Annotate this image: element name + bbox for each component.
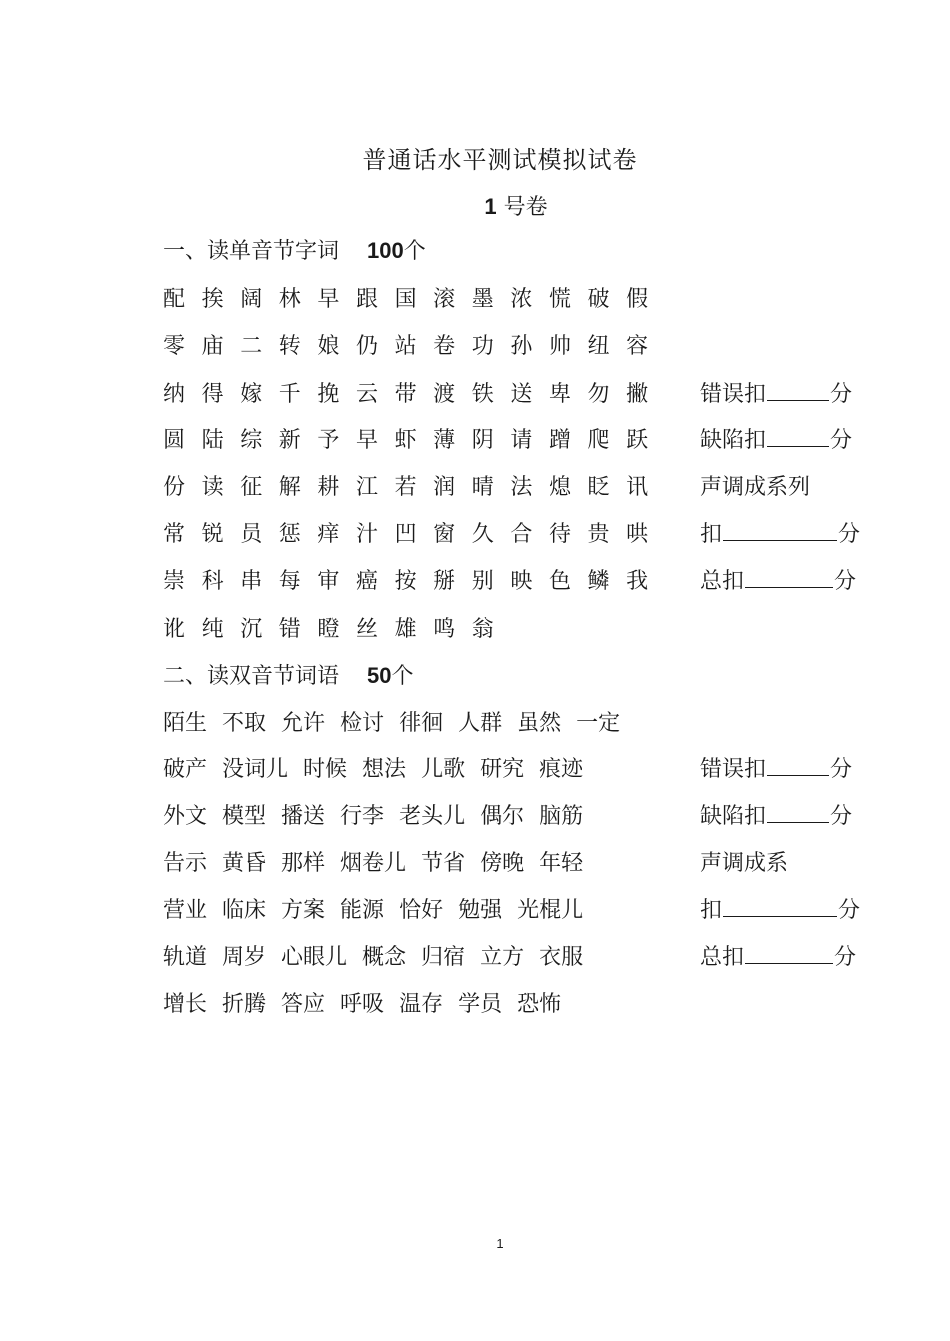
char: 纯 [201,617,224,642]
section1-tone-series [700,470,810,501]
word: 外文 [163,804,208,829]
char: 薄 [433,428,456,453]
word: 儿歌 [421,757,466,782]
char: 法 [510,475,533,500]
word: 傍晚 [480,851,525,876]
word: 一定 [576,711,621,736]
char: 窗 [433,522,456,547]
char: 早 [317,287,340,312]
char: 串 [240,569,263,594]
char: 错 [278,617,301,642]
char: 挨 [201,287,224,312]
word: 陌生 [163,711,208,736]
word: 衣服 [539,945,584,970]
char: 合 [510,522,533,547]
word: 允许 [281,711,326,736]
word: 节省 [421,851,466,876]
deduct-label: 扣 [700,522,723,547]
word: 研究 [480,757,525,782]
section1-count: 100 [367,238,404,263]
word: 轨道 [163,945,208,970]
char: 阔 [240,287,263,312]
char: 待 [548,522,571,547]
char: 国 [394,287,417,312]
defect-label: 缺陷扣 [700,428,767,453]
char: 仍 [355,334,378,359]
char: 请 [510,428,533,453]
section2-unit: 个 [391,664,414,689]
word: 答应 [281,992,326,1017]
section1-heading [163,234,426,265]
char: 阴 [471,428,494,453]
char: 云 [355,382,378,407]
char: 哄 [626,522,649,547]
word: 行李 [340,804,385,829]
section1-row-1 [163,282,665,312]
section1-row-5 [163,470,665,500]
section2-row-1 [163,706,635,736]
word: 临床 [222,898,267,923]
word: 模型 [222,804,267,829]
paper-number: 1 [484,194,497,219]
word: 能源 [340,898,385,923]
word: 播送 [281,804,326,829]
word: 周岁 [222,945,267,970]
section1-defect-deduction [700,423,852,454]
char: 按 [394,569,417,594]
tone-series-label: 声调成系 [700,851,789,876]
char: 我 [626,569,649,594]
section2-heading-text: 二、读双音节词语 [163,664,340,689]
char: 汁 [355,522,378,547]
char: 员 [240,522,263,547]
section1-row-4 [163,423,665,453]
word: 增长 [163,992,208,1017]
section1-error-deduction [700,377,852,408]
word: 想法 [362,757,407,782]
char: 陆 [201,428,224,453]
char: 嫁 [240,382,263,407]
total-label: 总扣 [700,569,745,594]
char: 浓 [510,287,533,312]
char: 予 [317,428,340,453]
char: 崇 [163,569,186,594]
char: 送 [510,382,533,407]
char: 润 [433,475,456,500]
char: 映 [510,569,533,594]
word: 徘徊 [399,711,444,736]
char: 跟 [355,287,378,312]
char: 凹 [394,522,417,547]
error-label: 错误扣 [700,382,767,407]
word: 时候 [303,757,348,782]
word: 折腾 [222,992,267,1017]
unit-label: 分 [834,569,857,594]
char: 耕 [317,475,340,500]
char: 娘 [317,334,340,359]
defect-blank[interactable] [767,426,829,447]
char: 渡 [433,382,456,407]
word: 没词儿 [222,757,289,782]
char: 若 [394,475,417,500]
total-label: 总扣 [700,945,745,970]
section2-row-3 [163,799,598,829]
section1-row-8 [163,612,510,642]
unit-label: 分 [830,757,853,782]
char: 翁 [471,617,494,642]
word: 恰好 [399,898,444,923]
char: 破 [587,287,610,312]
unit-label: 分 [830,428,853,453]
unit-label: 分 [830,804,853,829]
char: 综 [240,428,263,453]
char: 癌 [355,569,378,594]
word: 人群 [458,711,503,736]
unit-label: 分 [834,945,857,970]
char: 挽 [317,382,340,407]
section1-tone-deduction [700,517,860,548]
char: 早 [355,428,378,453]
word: 痕迹 [539,757,584,782]
word: 立方 [480,945,525,970]
char: 墨 [471,287,494,312]
char: 丝 [355,617,378,642]
section1-row-2 [163,329,665,359]
word: 恐怖 [517,992,562,1017]
total-blank[interactable] [745,567,833,588]
unit-label: 分 [830,382,853,407]
section2-tone-series [700,846,788,877]
word: 勉强 [458,898,503,923]
word: 不取 [222,711,267,736]
word: 光棍儿 [517,898,584,923]
section2-total-deduction [700,940,856,971]
char: 纳 [163,382,186,407]
section2-row-7 [163,987,576,1017]
section1-row-7 [163,564,665,594]
char: 零 [163,334,186,359]
char: 贵 [587,522,610,547]
char: 慌 [548,287,571,312]
char: 痒 [317,522,340,547]
char: 庙 [201,334,224,359]
char: 新 [278,428,301,453]
paper-subtitle [0,190,950,221]
word: 烟卷儿 [340,851,407,876]
section2-defect-deduction [700,799,852,830]
error-blank[interactable] [767,755,829,776]
section2-heading [163,659,414,690]
word: 温存 [399,992,444,1017]
section2-row-4 [163,846,598,876]
char: 配 [163,287,186,312]
char: 二 [240,334,263,359]
char: 跃 [626,428,649,453]
char: 铁 [471,382,494,407]
word: 呼吸 [340,992,385,1017]
char: 江 [355,475,378,500]
section1-row-3 [163,377,665,407]
section1-total-deduction [700,564,856,595]
char: 熄 [548,475,571,500]
char: 功 [471,334,494,359]
char: 雄 [394,617,417,642]
word: 方案 [281,898,326,923]
char: 转 [278,334,301,359]
char: 惩 [278,522,301,547]
char: 锐 [201,522,224,547]
word: 偶尔 [480,804,525,829]
char: 眨 [587,475,610,500]
char: 虾 [394,428,417,453]
total-blank[interactable] [745,943,833,964]
section2-row-2 [163,752,598,782]
section1-heading-text: 一、读单音节字词 [163,239,340,264]
char: 千 [278,382,301,407]
char: 色 [548,569,571,594]
error-label: 错误扣 [700,757,767,782]
char: 爬 [587,428,610,453]
char: 纽 [587,334,610,359]
char: 卷 [433,334,456,359]
char: 撇 [626,382,649,407]
char: 审 [317,569,340,594]
page-title: 普通话水平测试模拟试卷 [362,146,638,174]
char: 圆 [163,428,186,453]
word: 那样 [281,851,326,876]
char: 假 [626,287,649,312]
page-number: 1 [496,1236,504,1251]
word: 老头儿 [399,804,466,829]
char: 瞪 [317,617,340,642]
char: 蹭 [548,428,571,453]
word: 脑筋 [539,804,584,829]
char: 勿 [587,382,610,407]
section1-row-6 [163,517,665,547]
section2-row-5 [163,893,598,923]
char: 讹 [163,617,186,642]
char: 晴 [471,475,494,500]
char: 滚 [433,287,456,312]
error-blank[interactable] [767,380,829,401]
defect-label: 缺陷扣 [700,804,767,829]
word: 学员 [458,992,503,1017]
word: 黄昏 [222,851,267,876]
tone-blank[interactable] [723,520,837,541]
char: 带 [394,382,417,407]
char: 讯 [626,475,649,500]
tone-series-label: 声调成系列 [700,475,811,500]
word: 营业 [163,898,208,923]
char: 读 [201,475,224,500]
char: 常 [163,522,186,547]
section2-row-6 [163,940,598,970]
char: 每 [278,569,301,594]
char: 帅 [548,334,571,359]
char: 征 [240,475,263,500]
word: 年轻 [539,851,584,876]
unit-label: 分 [838,898,861,923]
word: 心眼儿 [281,945,348,970]
char: 容 [626,334,649,359]
char: 站 [394,334,417,359]
paper-label: 号卷 [503,195,548,220]
word: 归宿 [421,945,466,970]
char: 得 [201,382,224,407]
char: 鳞 [587,569,610,594]
word: 虽然 [517,711,562,736]
char: 卑 [548,382,571,407]
char: 科 [201,569,224,594]
section2-count: 50 [367,663,392,688]
word: 概念 [362,945,407,970]
word: 检讨 [340,711,385,736]
section2-error-deduction [700,752,852,783]
tone-blank[interactable] [723,896,837,917]
char: 解 [278,475,301,500]
char: 鸣 [433,617,456,642]
section2-tone-deduction [700,893,860,924]
deduct-label: 扣 [700,898,723,923]
char: 别 [471,569,494,594]
char: 久 [471,522,494,547]
char: 份 [163,475,186,500]
unit-label: 分 [838,522,861,547]
char: 林 [278,287,301,312]
char: 沉 [240,617,263,642]
word: 破产 [163,757,208,782]
section1-unit: 个 [403,239,426,264]
word: 告示 [163,851,208,876]
char: 掰 [433,569,456,594]
defect-blank[interactable] [767,802,829,823]
char: 孙 [510,334,533,359]
